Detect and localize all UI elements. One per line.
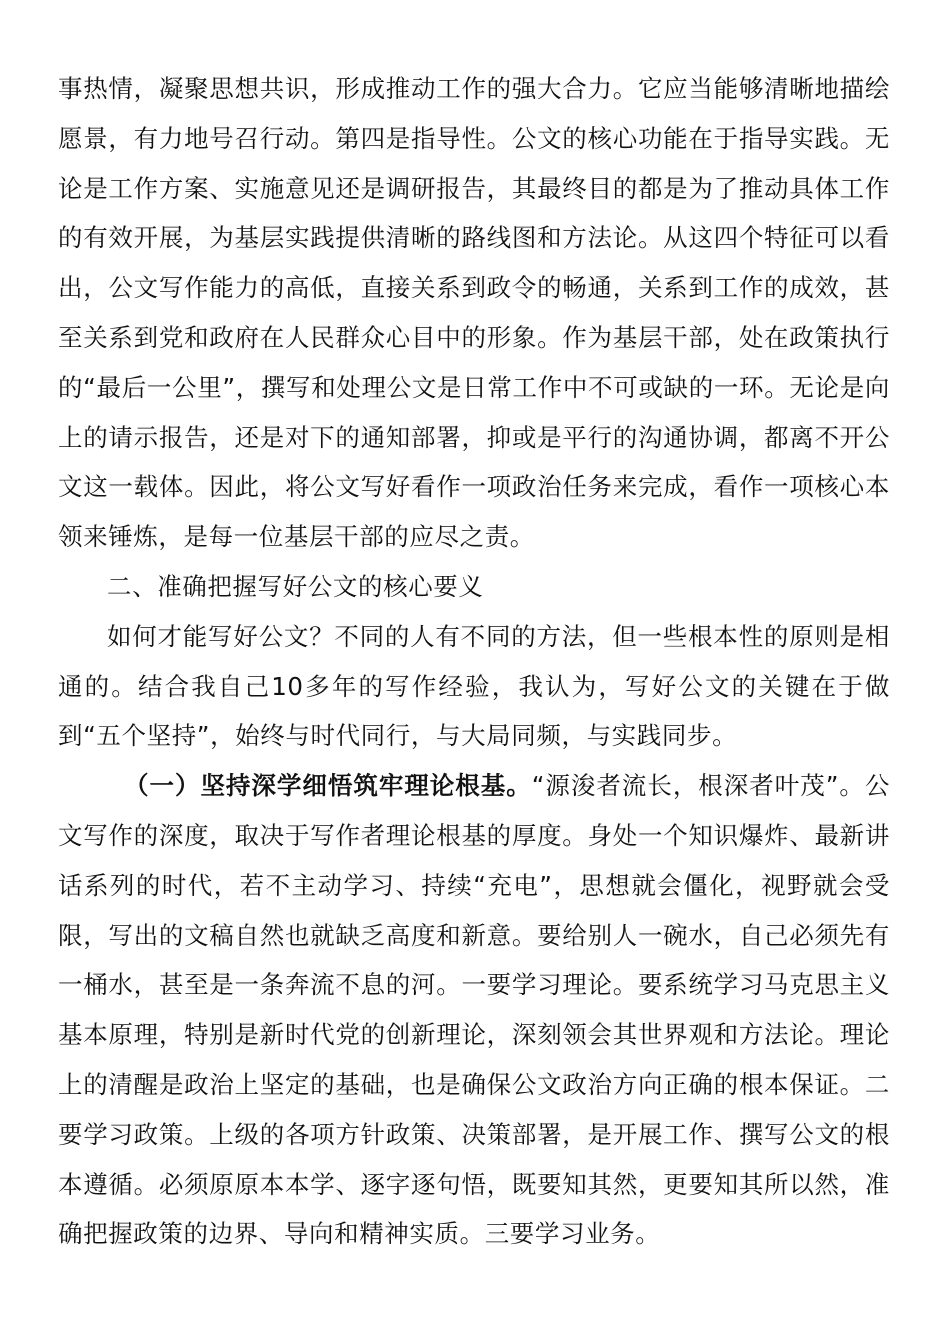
subsection-1 — [58, 761, 890, 1259]
section-heading-2: 二、准确把握写好公文的核心要义 — [107, 571, 484, 601]
paragraph-intro: 如何才能写好公文？不同的人有不同的方法，但一些根本性的原则是相通的。结合我自己10多年的写作经验，我认为，写好公文的关键在于做到“五个坚持”，始终与时代同行，与大局同频，与实践同步。 — [58, 621, 890, 751]
paragraph-continuation: 事热情，凝聚思想共识，形成推动工作的强大合力。它应当能够清晰地描绘愿景，有力地号召行动。第四是指导性。公文的核心功能在于指导实践。无论是工作方案、实施意见还是调研报告，其最终目的都是为了推动具体工作的有效开展，为基层实践提供清晰的路线图和方法论。从这四个特征可以看出，公文写作能力的高低，直接关系到政令的畅通，关系到工作的成效，甚至关系到党和政府在人民群众心目中的形象。作为基层干部，处在政策执行的“最后一公里”，撰写和处理公文是日常工作中不可或缺的一环。无论是向上的请示报告，还是对下的通知部署，抑或是平行的沟通协调，都离不开公文这一载体。因此，将公文写好看作一项政治任务来完成，看作一项核心本领来锤炼，是每一位基层干部的应尽之责。 — [58, 74, 890, 552]
subsection-1-body: “源浚者流长，根深者叶茂”。公文写作的深度，取决于写作者理论根基的厚度。身处一个知识爆炸、最新讲话系列的时代，若不主动学习、持续“充电”，思想就会僵化，视野就会受限，写出的文稿自然也就缺乏高度和新意。要给别人一碗水，自己必须先有一桶水，甚至是一条奔流不息的河。一要学习理论。要系统学习马克思主义基本原理，特别是新时代党的创新理论，深刻领会其世界观和方法论。理论上的清醒是政治上坚定的基础，也是确保公文政治方向正确的根本保证。二要学习政策。上级的各项方针政策、决策部署，是开展工作、撰写公文的根本遵循。必须原原本本学、逐字逐句悟，既要知其然，更要知其所以然，准确把握政策的边界、导向和精神实质。三要学习业务。 — [58, 771, 890, 1249]
subsection-1-title: （一）坚持深学细悟筑牢理论根基。 — [124, 771, 532, 801]
document-page — [58, 64, 890, 1259]
